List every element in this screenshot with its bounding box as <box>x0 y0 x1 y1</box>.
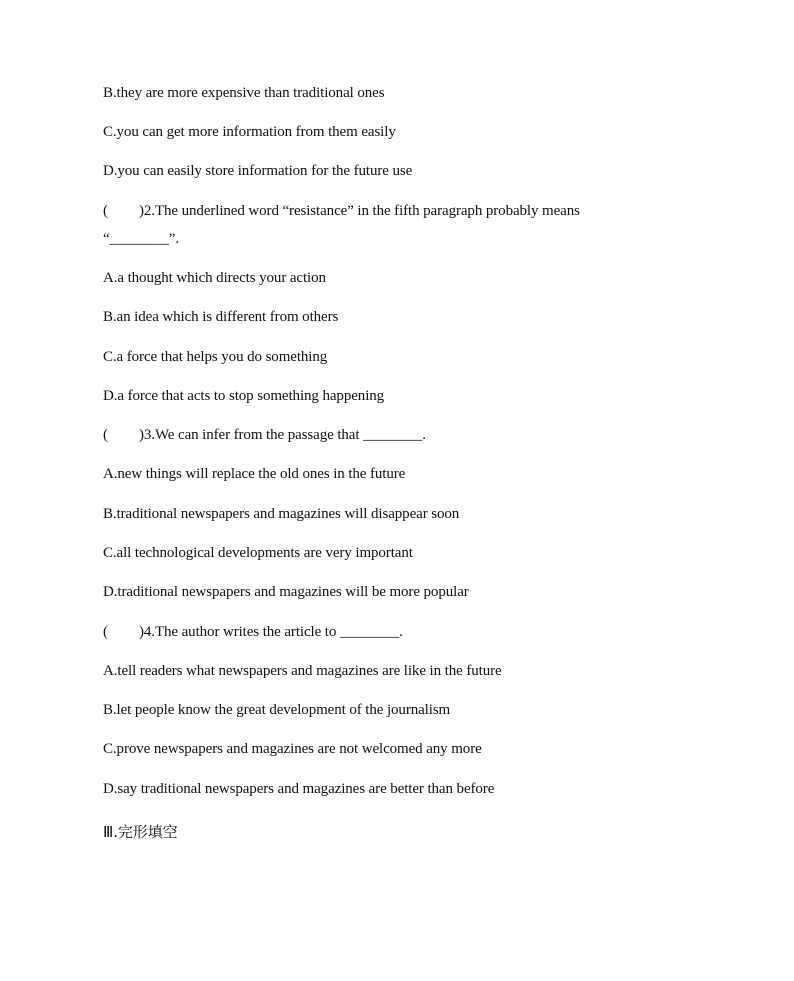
q2-stem-text: )2.The underlined word “resistance” in the fifth paragraph probably means <box>139 203 580 219</box>
q2-option-a: A.a thought which directs your action <box>103 270 326 286</box>
q4-answer-blank: ( <box>103 624 108 640</box>
q3-stem <box>103 426 426 444</box>
q3-option-b: B.traditional newspapers and magazines will disappear soon <box>103 506 460 522</box>
q2-option-c: C.a force that helps you do something <box>103 349 328 365</box>
q3-option-c: C.all technological developments are very important <box>103 545 413 561</box>
q2-option-d: D.a force that acts to stop something happening <box>103 388 385 404</box>
q3-option-d: D.traditional newspapers and magazines will be more popular <box>103 584 469 600</box>
q1-option-d: D.you can easily store information for the future use <box>103 163 413 179</box>
q4-option-a: A.tell readers what newspapers and magazines are like in the future <box>103 663 502 679</box>
q2-stem <box>103 202 580 220</box>
q3-stem-text: )3.We can infer from the passage that ________. <box>139 427 426 443</box>
q1-option-b: B.they are more expensive than traditional ones <box>103 85 385 101</box>
q4-option-c: C.prove newspapers and magazines are not welcomed any more <box>103 741 482 757</box>
q4-option-b: B.let people know the great development of the journalism <box>103 702 451 718</box>
q3-answer-blank: ( <box>103 427 108 443</box>
q3-option-a: A.new things will replace the old ones in the future <box>103 466 406 482</box>
q4-stem-text: )4.The author writes the article to ________. <box>139 624 403 640</box>
q2-answer-blank: ( <box>103 203 108 219</box>
q2-stem-continuation: “________”. <box>103 231 179 247</box>
q2-option-b: B.an idea which is different from others <box>103 309 339 325</box>
section-heading: Ⅲ.完形填空 <box>103 823 178 841</box>
q4-option-d: D.say traditional newspapers and magazines are better than before <box>103 781 495 797</box>
q1-option-c: C.you can get more information from them easily <box>103 124 396 140</box>
q4-stem <box>103 623 403 641</box>
